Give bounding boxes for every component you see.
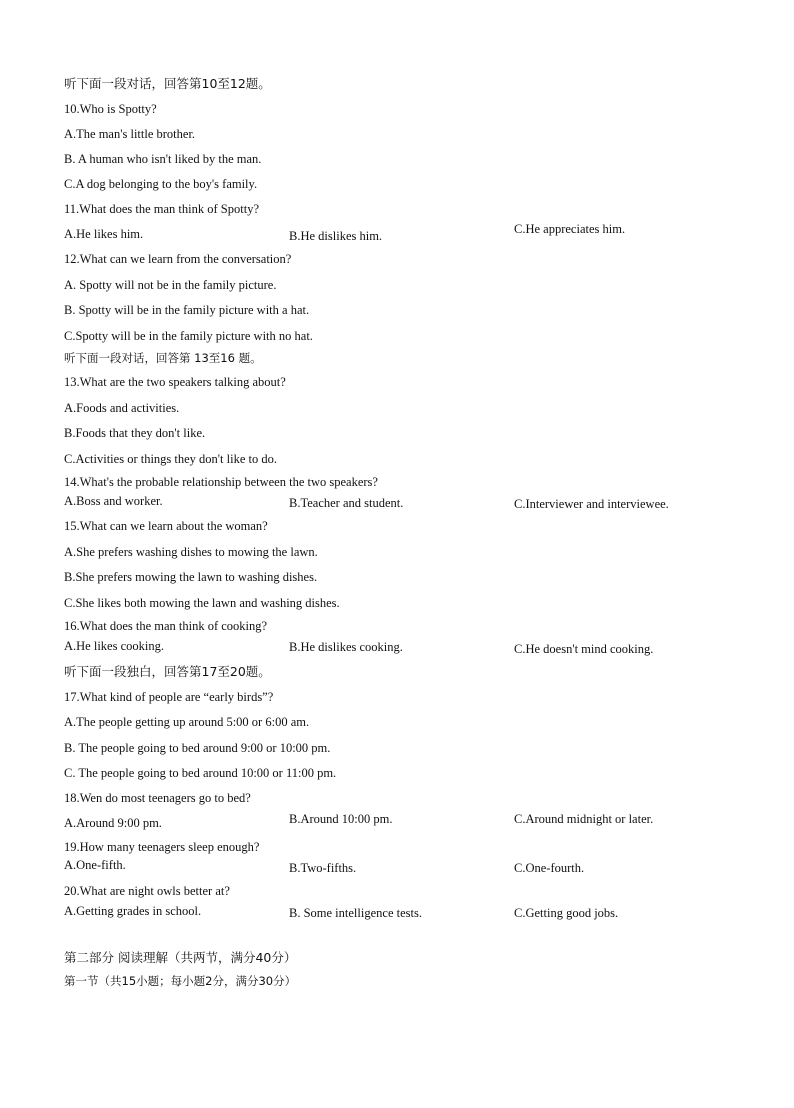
section-heading: 听下面一段对话，回答第10至12题。	[64, 76, 271, 91]
question-text: 13.What are the two speakers talking about?	[64, 375, 286, 389]
option-text: B.He dislikes him.	[289, 229, 383, 243]
option-text: B.Two-fifths.	[289, 861, 357, 875]
option-text: C.Spotty will be in the family picture with no hat.	[64, 329, 313, 343]
option-text: A.Boss and worker.	[64, 494, 163, 508]
question-text: 14.What's the probable relationship between the two speakers?	[64, 475, 378, 489]
option-text: B. The people going to bed around 9:00 or 10:00 pm.	[64, 741, 331, 755]
option-text: B. Some intelligence tests.	[289, 906, 422, 920]
section-heading: 听下面一段独白，回答第17至20题。	[64, 664, 271, 679]
question-text: 17.What kind of people are “early birds”?	[64, 690, 274, 704]
option-text: C.One-fourth.	[514, 861, 585, 875]
question-text: 15.What can we learn about the woman?	[64, 519, 268, 533]
question-text: 19.How many teenagers sleep enough?	[64, 840, 260, 854]
option-text: A.He likes him.	[64, 227, 144, 241]
option-text: A.He likes cooking.	[64, 639, 164, 653]
option-text: C.Getting good jobs.	[514, 906, 619, 920]
option-text: A.Foods and activities.	[64, 401, 180, 415]
question-text: 10.Who is Spotty?	[64, 102, 157, 116]
option-text: B. Spotty will be in the family picture with a hat.	[64, 303, 310, 317]
option-text: A.Around 9:00 pm.	[64, 816, 162, 830]
option-text: B.Foods that they don't like.	[64, 426, 206, 440]
option-text: A.The people getting up around 5:00 or 6:00 am.	[64, 715, 310, 729]
option-text: A.Getting grades in school.	[64, 904, 202, 918]
option-text: B.Around 10:00 pm.	[289, 812, 393, 826]
section-heading: 听下面一段对话，回答第 13至16 题。	[64, 351, 262, 365]
option-text: C.Activities or things they don't like to do.	[64, 452, 278, 466]
option-text: C. The people going to bed around 10:00 or 11:00 pm.	[64, 766, 337, 780]
option-text: A.One-fifth.	[64, 858, 126, 872]
option-text: A.The man's little brother.	[64, 127, 196, 141]
option-text: B. A human who isn't liked by the man.	[64, 152, 262, 166]
option-text: C.Interviewer and interviewee.	[514, 497, 669, 511]
option-text: B.Teacher and student.	[289, 496, 404, 510]
question-text: 20.What are night owls better at?	[64, 884, 230, 898]
question-text: 18.Wen do most teenagers go to bed?	[64, 791, 251, 805]
option-text: B.He dislikes cooking.	[289, 640, 403, 654]
part-heading: 第二部分 阅读理解（共两节，满分40分）	[64, 950, 297, 965]
option-text: A. Spotty will not be in the family picture.	[64, 278, 277, 292]
option-text: A.She prefers washing dishes to mowing the lawn.	[64, 545, 318, 559]
question-text: 12.What can we learn from the conversation?	[64, 252, 292, 266]
option-text: C.He doesn't mind cooking.	[514, 642, 654, 656]
question-text: 16.What does the man think of cooking?	[64, 619, 268, 633]
section-subheading: 第一节（共15小题；每小题2分，满分30分）	[64, 974, 297, 988]
question-text: 11.What does the man think of Spotty?	[64, 202, 259, 216]
option-text: C.She likes both mowing the lawn and washing dishes.	[64, 596, 340, 610]
option-text: C.Around midnight or later.	[514, 812, 654, 826]
option-text: B.She prefers mowing the lawn to washing dishes.	[64, 570, 318, 584]
option-text: C.He appreciates him.	[514, 222, 626, 236]
option-text: C.A dog belonging to the boy's family.	[64, 177, 258, 191]
